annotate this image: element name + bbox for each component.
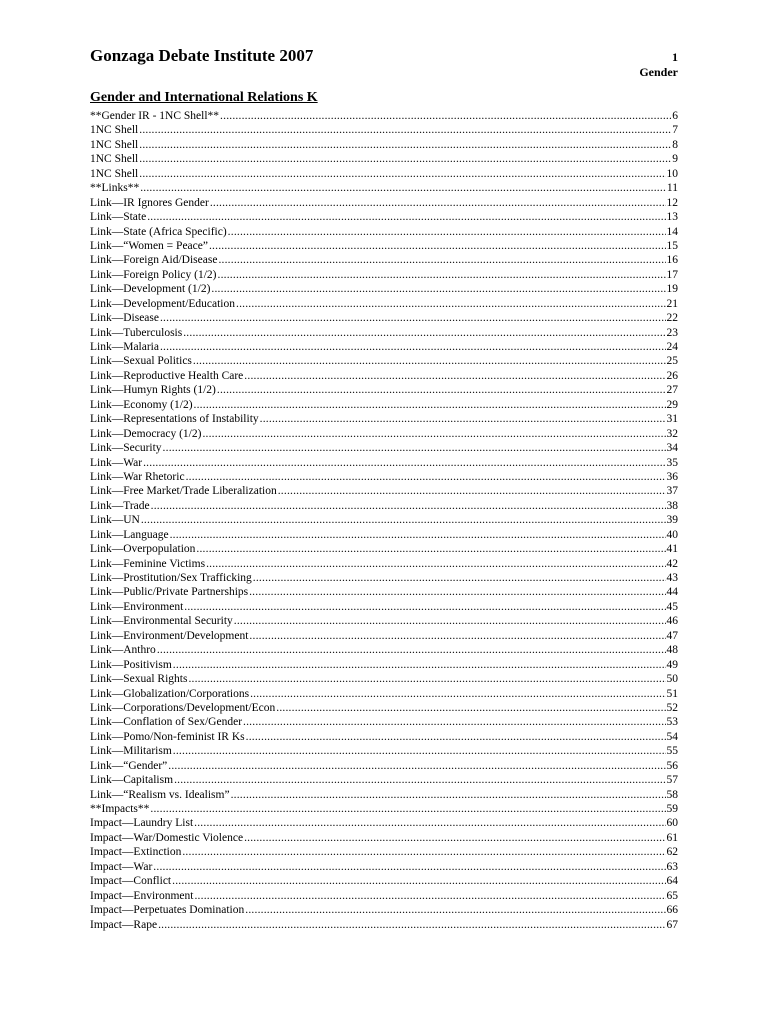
toc-entry-label: Impact—Rape [90,918,158,931]
toc-entry-page: 42 [666,557,678,570]
toc-entry[interactable] [90,629,678,643]
toc-entry[interactable] [90,499,678,513]
toc-entry[interactable] [90,831,678,845]
toc-entry-page: 27 [666,384,678,397]
toc-entry-label: Impact—Conflict [90,875,172,888]
toc-entry[interactable] [90,802,678,816]
toc-entry-page: 56 [666,759,678,772]
dot-leader [194,816,665,830]
toc-entry-page: 35 [666,456,678,469]
dot-leader [147,210,665,224]
toc-entry-label: Link—Pomo/Non-feminist IR Ks [90,730,245,743]
toc-entry[interactable] [90,903,678,917]
toc-entry[interactable] [90,268,678,282]
dot-leader [193,354,666,368]
dot-leader [278,484,666,498]
dot-leader [249,629,665,643]
dot-leader [170,528,666,542]
toc-entry-page: 38 [666,499,678,512]
dot-leader [253,571,666,585]
toc-entry[interactable] [90,845,678,859]
toc-entry-page: 7 [672,124,678,137]
toc-entry-label: Link—Trade [90,499,150,512]
toc-entry[interactable] [90,210,678,224]
toc-entry-label: Link—Tuberculosis [90,326,183,339]
toc-entry-label: Link—UN [90,514,140,527]
dot-leader [151,499,666,513]
toc-entry[interactable] [90,715,678,729]
dot-leader [260,412,666,426]
dot-leader [143,456,665,470]
toc-entry-page: 6 [672,110,678,122]
toc-entry-page: 52 [666,701,678,714]
dot-leader [160,311,666,325]
toc-entry-page: 63 [666,860,678,873]
toc-entry-label: Link—Conflation of Sex/Gender [90,716,243,729]
toc-entry[interactable] [90,398,678,412]
toc-entry[interactable] [90,918,678,932]
toc-entry[interactable] [90,167,678,181]
toc-entry[interactable] [90,282,678,296]
dot-leader [246,730,666,744]
toc-entry-page: 17 [666,268,678,281]
toc-entry[interactable] [90,383,678,397]
toc-entry-page: 25 [666,355,678,368]
dot-leader [140,181,666,195]
toc-entry[interactable] [90,297,678,311]
document-title: Gonzaga Debate Institute 2007 [90,46,314,65]
toc-entry-page: 59 [666,803,678,815]
toc-entry-page: 11 [666,182,678,195]
toc-entry[interactable] [90,889,678,903]
dot-leader [183,326,665,340]
toc-entry-label: Link—Sexual Rights [90,673,188,686]
dot-leader [202,427,665,441]
toc-entry-page: 31 [666,413,678,426]
toc-entry-label: Link—“Gender” [90,759,168,772]
toc-entry-label: Link—IR Ignores Gender [90,196,209,209]
toc-entry-label: Link—“Women = Peace” [90,239,208,252]
dot-leader [210,196,666,210]
toc-entry-label: Impact—Perpetuates Domination [90,904,245,917]
toc-entry-label: Link—War Rhetoric [90,470,185,483]
toc-entry-page: 67 [666,918,678,931]
toc-entry[interactable] [90,528,678,542]
toc-entry-label: Link—Humyn Rights (1/2) [90,384,216,397]
toc-entry[interactable] [90,571,678,585]
toc-entry-label: Link—Prostitution/Sex Trafficking [90,572,252,584]
toc-entry-page: 37 [666,485,678,498]
toc-entry-label: Link—Free Market/Trade Liberalization [90,485,277,498]
toc-entry[interactable] [90,253,678,267]
dot-leader [220,109,671,123]
toc-entry-page: 15 [666,239,678,252]
toc-entry-label: Link—Security [90,442,162,455]
dot-leader [276,701,665,715]
toc-entry-label: Impact—Laundry List [90,817,194,830]
toc-entry-page: 43 [666,572,678,584]
toc-entry-label: Link—State (Africa Specific) [90,225,227,238]
toc-entry-label: Link—Reproductive Health Care [90,369,244,382]
dot-leader [196,542,665,556]
toc-entry-label: Impact—War [90,860,153,873]
toc-entry-page: 64 [666,875,678,888]
toc-entry-page: 51 [666,687,678,700]
toc-entry[interactable] [90,239,678,253]
toc-entry-label: Link—Sexual Politics [90,355,192,368]
toc-entry-page: 66 [666,904,678,917]
toc-entry-label: 1NC Shell [90,138,139,151]
toc-entry-label: Link—Overpopulation [90,543,196,556]
toc-entry[interactable] [90,759,678,773]
toc-entry-page: 50 [666,673,678,686]
toc-entry[interactable] [90,311,678,325]
toc-entry-label: Link—Feminine Victims [90,557,206,570]
toc-entry-page: 49 [666,658,678,671]
toc-entry-page: 61 [666,831,678,844]
toc-entry-label: Link—Anthro [90,644,156,657]
dot-leader [153,860,665,874]
toc-entry-page: 10 [666,167,678,180]
toc-entry[interactable] [90,196,678,210]
toc-entry-page: 62 [666,846,678,859]
dot-leader [206,557,665,571]
toc-entry[interactable] [90,513,678,527]
toc-entry-label: **Links** [90,182,140,195]
dot-leader [244,369,665,383]
toc-entry-page: 58 [666,788,678,801]
toc-entry-label: Link—State [90,211,147,224]
toc-entry-label: Impact—Extinction [90,846,182,859]
dot-leader [160,340,666,354]
toc-entry-page: 19 [666,283,678,296]
dot-leader [209,239,666,253]
toc-entry-page: 13 [666,211,678,224]
toc-entry[interactable] [90,773,678,787]
toc-entry[interactable] [90,874,678,888]
toc-entry-page: 54 [666,730,678,743]
toc-entry[interactable] [90,542,678,556]
dot-leader [150,802,665,816]
toc-entry-label: Link—“Realism vs. Idealism” [90,788,230,801]
dot-leader [231,788,666,802]
toc-entry-label: Impact—War/Domestic Violence [90,831,244,844]
dot-leader [211,282,665,296]
dot-leader [244,831,665,845]
toc-entry-label: Link—Development/Education [90,297,235,310]
toc-entry-page: 16 [666,254,678,267]
dot-leader [217,383,666,397]
toc-entry[interactable] [90,557,678,571]
toc-entry[interactable] [90,456,678,470]
toc-entry[interactable] [90,672,678,686]
toc-entry-page: 23 [666,326,678,339]
toc-entry[interactable] [90,484,678,498]
toc-entry-label: Link—Public/Private Partnerships [90,586,249,599]
toc-entry[interactable] [90,152,678,166]
toc-entry-page: 40 [666,528,678,541]
dot-leader [228,225,666,239]
toc-entry-page: 48 [666,644,678,657]
toc-entry-page: 8 [672,138,678,151]
dot-leader [245,903,665,917]
toc-entry-page: 12 [666,196,678,209]
toc-heading: Gender and International Relations K [90,90,318,105]
toc-entry-label: Link—Foreign Aid/Disease [90,254,218,267]
toc-entry-label: Link—Representations of Instability [90,413,259,426]
dot-leader [188,672,665,686]
toc-entry-label: 1NC Shell [90,167,139,180]
dot-leader [184,600,665,614]
toc-entry[interactable] [90,860,678,874]
toc-entry-page: 65 [666,889,678,902]
toc-entry-label: Link—Language [90,528,169,541]
toc-entry[interactable] [90,470,678,484]
toc-entry-page: 57 [666,774,678,787]
toc-entry[interactable] [90,225,678,239]
toc-entry[interactable] [90,687,678,701]
toc-entry[interactable] [90,138,678,152]
toc-entry[interactable] [90,744,678,758]
toc-entry[interactable] [90,600,678,614]
toc-entry-label: Link—Environment/Development [90,629,249,642]
dot-leader [139,152,671,166]
dot-leader [236,297,666,311]
dot-leader [182,845,665,859]
toc-entry-label: Link—Disease [90,312,159,325]
page-number: 1 [672,50,678,64]
toc-entry[interactable] [90,369,678,383]
header-topic: Gender [639,65,678,79]
toc-entry-page: 47 [666,629,678,642]
toc-entry-label: 1NC Shell [90,124,139,137]
dot-leader [218,253,665,267]
dot-leader [194,889,665,903]
toc-entry[interactable] [90,816,678,830]
toc-entry[interactable] [90,788,678,802]
toc-entry-page: 36 [666,470,678,483]
toc-entry-page: 21 [666,297,678,310]
toc-entry[interactable] [90,643,678,657]
toc-entry-label: Link—Environment [90,600,184,613]
toc-entry-label: Link—Capitalism [90,774,174,787]
toc-entry-page: 44 [666,586,678,599]
dot-leader [163,441,666,455]
toc-entry[interactable] [90,123,678,137]
dot-leader [249,585,665,599]
toc-entry[interactable] [90,441,678,455]
toc-entry-page: 45 [666,600,678,613]
dot-leader [218,268,666,282]
dot-leader [186,470,666,484]
toc-entry-page: 55 [666,745,678,758]
dot-leader [194,398,666,412]
toc-entry-page: 39 [666,514,678,527]
dot-leader [173,744,666,758]
dot-leader [157,643,666,657]
toc-entry-page: 26 [666,369,678,382]
toc-entry[interactable] [90,412,678,426]
toc-entry[interactable] [90,354,678,368]
toc-entry-label: **Gender IR - 1NC Shell** [90,110,220,122]
toc-entry-page: 14 [666,225,678,238]
toc-entry-label: 1NC Shell [90,153,139,166]
toc-entry-page: 34 [666,442,678,455]
toc-entry[interactable] [90,340,678,354]
toc-entry-page: 24 [666,341,678,353]
dot-leader [243,715,665,729]
toc-entry-label: Link—Foreign Policy (1/2) [90,268,217,281]
toc-entry[interactable] [90,326,678,340]
toc-entry[interactable] [90,701,678,715]
toc-entry-page: 41 [666,543,678,556]
toc-entry[interactable] [90,109,678,123]
toc-entry[interactable] [90,585,678,599]
page-header [90,44,678,84]
toc-entry-label: Link—Environmental Security [90,615,233,628]
toc-entry-page: 32 [666,427,678,440]
toc-entry-label: Link—Militarism [90,745,172,758]
toc-entry-page: 60 [666,817,678,830]
toc-entry[interactable] [90,427,678,441]
toc-entry-label: Link—Development (1/2) [90,283,211,296]
toc-entry-page: 22 [666,312,678,325]
dot-leader [141,513,666,527]
dot-leader [250,687,665,701]
toc-entry-label: Link—Democracy (1/2) [90,427,202,440]
dot-leader [172,874,665,888]
toc-entry[interactable] [90,658,678,672]
toc-entry[interactable] [90,614,678,628]
toc-entry-page: 9 [672,153,678,166]
dot-leader [174,773,665,787]
toc-entry[interactable] [90,181,678,195]
dot-leader [168,759,665,773]
dot-leader [139,167,665,181]
toc-entry-label: Link—Globalization/Corporations [90,687,250,700]
dot-leader [139,123,671,137]
table-of-contents [90,109,678,932]
toc-entry-label: Link—Positivism [90,658,172,671]
toc-entry-label: **Impacts** [90,803,150,815]
dot-leader [139,138,671,152]
toc-entry-page: 29 [666,398,678,411]
toc-entry-label: Link—Corporations/Development/Econ [90,701,276,714]
toc-entry-label: Link—Economy (1/2) [90,398,193,411]
toc-entry-label: Link—War [90,456,143,469]
toc-entry-page: 53 [666,716,678,729]
dot-leader [173,658,666,672]
toc-entry-label: Impact—Environment [90,889,194,902]
toc-entry-page: 46 [666,615,678,628]
toc-entry[interactable] [90,730,678,744]
dot-leader [234,614,666,628]
toc-entry-label: Link—Malaria [90,341,159,353]
dot-leader [158,918,665,932]
